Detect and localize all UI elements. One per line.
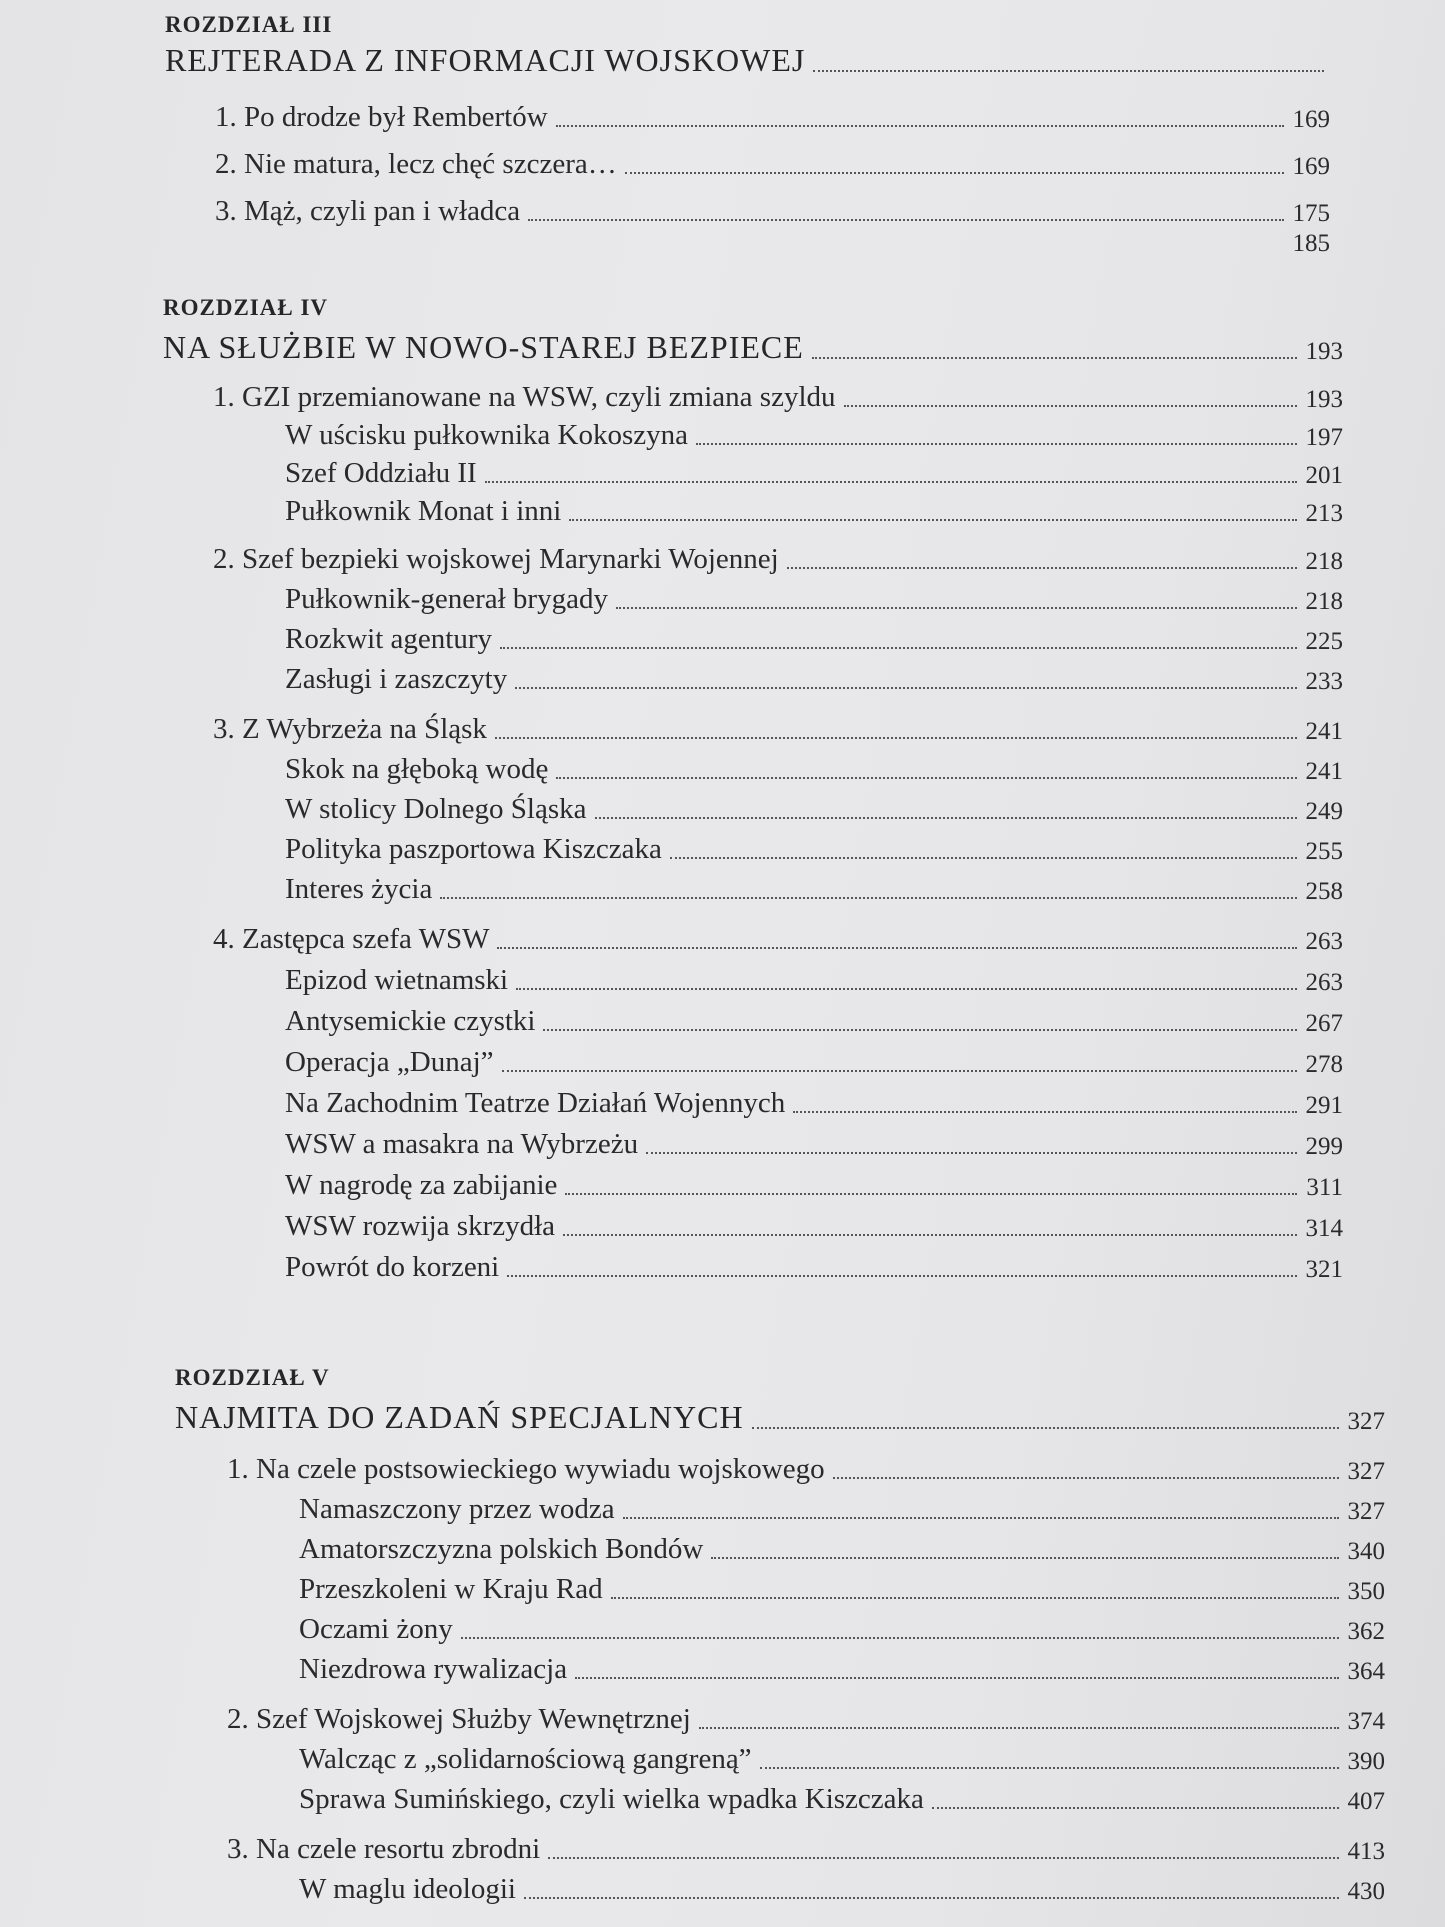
- toc-subsection: [299, 1776, 1385, 1816]
- page-number: 213: [1305, 500, 1343, 527]
- toc-subsection: [285, 866, 1343, 906]
- dot-leader: [711, 1556, 1339, 1559]
- page-number: 314: [1305, 1215, 1343, 1242]
- section-title: 1. Na czele postsowieckiego wywiadu wojskowego: [227, 1453, 825, 1485]
- subsection-title: Interes życia: [285, 873, 433, 905]
- page-number: 407: [1347, 1788, 1385, 1815]
- dot-leader: [611, 1596, 1339, 1599]
- section-title: 2. Nie matura, lecz chęć szczera…: [215, 148, 617, 180]
- dot-leader: [528, 218, 1284, 221]
- toc-subsection: [285, 1038, 1343, 1079]
- section-list: [215, 87, 1330, 258]
- page-number: 340: [1347, 1538, 1385, 1565]
- subsection-title: Na Zachodnim Teatrze Działań Wojennych: [285, 1087, 786, 1119]
- dot-leader: [556, 776, 1297, 779]
- page-number: 193: [1305, 338, 1343, 365]
- dot-leader: [812, 356, 1297, 359]
- section-title: 3. Na czele resortu zbrodni: [227, 1833, 541, 1865]
- toc-section: [227, 1816, 1385, 1866]
- toc-section: [227, 1686, 1385, 1736]
- dot-leader: [625, 171, 1284, 174]
- page-number: 430: [1347, 1878, 1385, 1905]
- toc-subsection: [285, 1120, 1343, 1161]
- toc-subsection: [299, 1646, 1385, 1686]
- chapter-title-row: [163, 329, 1343, 366]
- subsection-title: Polityka paszportowa Kiszczaka: [285, 833, 662, 865]
- dot-leader: [616, 606, 1297, 609]
- page-number: 241: [1305, 718, 1343, 745]
- page-number: 169: [1292, 106, 1330, 133]
- page-number: 321: [1305, 1256, 1343, 1283]
- dot-leader: [485, 480, 1297, 483]
- dot-leader: [556, 124, 1284, 127]
- page-number: 364: [1347, 1658, 1385, 1685]
- subsection-title: Niezdrowa rywalizacja: [299, 1653, 568, 1685]
- toc-subsection: [285, 956, 1343, 997]
- page-number: 233: [1305, 668, 1343, 695]
- subsection-title: Operacja „Dunaj”: [285, 1046, 494, 1078]
- toc-subsection: [285, 746, 1343, 786]
- dot-leader: [515, 686, 1297, 689]
- toc-subsection: [299, 1606, 1385, 1646]
- page-number: 169: [1292, 153, 1330, 180]
- dot-leader: [623, 1516, 1339, 1519]
- subsection-title: Rozkwit agentury: [285, 623, 492, 655]
- subsection-title: W uścisku pułkownika Kokoszyna: [285, 419, 688, 451]
- subsection-title: Amatorszczyzna polskich Bondów: [299, 1533, 704, 1565]
- toc-subsection: [285, 786, 1343, 826]
- page-number: 278: [1305, 1051, 1343, 1078]
- toc-subsection: [285, 576, 1343, 616]
- toc-subsection: [285, 997, 1343, 1038]
- page-number: 258: [1305, 878, 1343, 905]
- toc-section: [213, 906, 1343, 956]
- dot-leader: [461, 1636, 1339, 1639]
- section-title: 3. Mąż, czyli pan i władca: [215, 195, 521, 227]
- dot-leader: [699, 1726, 1339, 1729]
- section-title: 2. Szef bezpieki wojskowej Marynarki Wojennej: [213, 543, 779, 575]
- chapter-label: ROZDZIAŁ V: [175, 1365, 330, 1390]
- page-number: 255: [1305, 838, 1343, 865]
- dot-leader: [548, 1856, 1339, 1859]
- toc-section: [215, 134, 1330, 181]
- page-number: 225: [1305, 628, 1343, 655]
- subsection-title: W nagrodę za zabijanie: [285, 1169, 558, 1201]
- page-number: 327: [1347, 1498, 1385, 1525]
- dot-leader: [500, 646, 1297, 649]
- page-number: 362: [1347, 1618, 1385, 1645]
- chapter-label: ROZDZIAŁ III: [165, 12, 333, 37]
- subsection-title: Szef Oddziału II: [285, 457, 477, 489]
- page-number: 327: [1347, 1408, 1385, 1435]
- subsection-title: W maglu ideologii: [299, 1873, 516, 1905]
- page-number: 413: [1347, 1838, 1385, 1865]
- page-number: 291: [1305, 1092, 1343, 1119]
- toc-subsection: [299, 1736, 1385, 1776]
- chapter-title: NA SŁUŻBIE W NOWO-STAREJ BEZPIECE: [163, 329, 804, 365]
- section-title: 3. Z Wybrzeża na Śląsk: [213, 713, 487, 745]
- chapter-4: [163, 295, 1343, 1284]
- dot-leader: [524, 1896, 1339, 1899]
- dot-leader: [575, 1676, 1339, 1679]
- section-list: [227, 1442, 1385, 1906]
- page-number: 327: [1347, 1458, 1385, 1485]
- page-number: 218: [1305, 548, 1343, 575]
- dot-leader: [495, 736, 1297, 739]
- toc-subsection: [299, 1526, 1385, 1566]
- subsection-title: W stolicy Dolnego Śląska: [285, 793, 587, 825]
- page-number: 197: [1305, 424, 1343, 451]
- page-number: 241: [1305, 758, 1343, 785]
- subsection-title: Pułkownik-generał brygady: [285, 583, 608, 615]
- toc-subsection: [285, 452, 1343, 490]
- subsection-title: WSW a masakra na Wybrzeżu: [285, 1128, 639, 1160]
- page-number: 263: [1305, 969, 1343, 996]
- subsection-title: WSW rozwija skrzydła: [285, 1210, 556, 1242]
- page-number: 185: [1292, 230, 1330, 257]
- toc-subsection: [285, 656, 1343, 696]
- dot-leader: [844, 404, 1298, 407]
- chapter-label: ROZDZIAŁ IV: [163, 295, 329, 320]
- page-number: 311: [1306, 1174, 1343, 1201]
- page-number: 299: [1305, 1133, 1343, 1160]
- page-number: 263: [1305, 928, 1343, 955]
- subsection-title: Przeszkoleni w Kraju Rad: [299, 1573, 603, 1605]
- toc-trailing-page: [215, 228, 1330, 258]
- page-number: 201: [1305, 462, 1343, 489]
- toc-subsection: [299, 1566, 1385, 1606]
- dot-leader: [696, 442, 1297, 445]
- page-number: 390: [1347, 1748, 1385, 1775]
- toc-section: [215, 87, 1330, 134]
- chapter-title: NAJMITA DO ZADAŃ SPECJALNYCH: [175, 1399, 744, 1435]
- toc-subsection: [285, 1202, 1343, 1243]
- subsection-title: Sprawa Sumińskiego, czyli wielka wpadka Kiszczaka: [299, 1783, 924, 1815]
- subsection-title: Oczami żony: [299, 1613, 453, 1645]
- dot-leader: [440, 896, 1297, 899]
- subsection-title: Epizod wietnamski: [285, 964, 509, 996]
- section-list: [213, 372, 1343, 1284]
- toc-subsection: [285, 1079, 1343, 1120]
- dot-leader: [760, 1766, 1339, 1769]
- dot-leader: [646, 1151, 1297, 1154]
- subsection-title: Powrót do korzeni: [285, 1251, 500, 1283]
- dot-leader: [670, 856, 1297, 859]
- toc-subsection: [285, 490, 1343, 528]
- toc-subsection: [285, 1243, 1343, 1284]
- chapter-title: REJTERADA Z INFORMACJI WOJSKOWEJ: [165, 42, 806, 78]
- toc-subsection: [285, 616, 1343, 656]
- dot-leader: [563, 1233, 1297, 1236]
- dot-leader: [793, 1110, 1297, 1113]
- dot-leader: [932, 1806, 1339, 1809]
- subsection-title: Namaszczony przez wodza: [299, 1493, 615, 1525]
- subsection-title: Zasługi i zaszczyty: [285, 663, 508, 695]
- toc-subsection: [285, 826, 1343, 866]
- section-title: 4. Zastępca szefa WSW: [213, 923, 490, 955]
- page-number: 267: [1305, 1010, 1343, 1037]
- toc-section: [215, 181, 1330, 228]
- toc-subsection: [285, 414, 1343, 452]
- dot-leader: [543, 1028, 1297, 1031]
- toc-section: [213, 528, 1343, 576]
- page-number: 193: [1305, 386, 1343, 413]
- dot-leader: [833, 1476, 1339, 1479]
- dot-leader: [507, 1274, 1297, 1277]
- dot-leader: [516, 987, 1297, 990]
- toc-subsection: [285, 1161, 1343, 1202]
- dot-leader: [569, 518, 1297, 521]
- chapter-3: [165, 12, 1330, 258]
- subsection-title: Antysemickie czystki: [285, 1005, 536, 1037]
- toc-section: [213, 372, 1343, 414]
- subsection-title: Pułkownik Monat i inni: [285, 495, 562, 527]
- dot-leader: [497, 946, 1297, 949]
- page-number: 175: [1292, 200, 1330, 227]
- dot-leader: [787, 566, 1297, 569]
- dot-leader: [595, 816, 1297, 819]
- dot-leader: [502, 1069, 1297, 1072]
- dot-leader: [752, 1426, 1339, 1429]
- chapter-title-row: [165, 42, 1330, 79]
- page-number: 374: [1347, 1708, 1385, 1735]
- subsection-title: Skok na głęboką wodę: [285, 753, 549, 785]
- chapter-title-row: [175, 1399, 1385, 1436]
- section-title: 1. Po drodze był Rembertów: [215, 101, 548, 133]
- toc-section: [213, 696, 1343, 746]
- dot-leader: [565, 1192, 1297, 1195]
- chapter-5: [175, 1365, 1385, 1906]
- toc-section: [227, 1442, 1385, 1486]
- page-number: 249: [1305, 798, 1343, 825]
- toc-subsection: [299, 1866, 1385, 1906]
- subsection-title: Walcząc z „solidarnościową gangreną”: [299, 1743, 752, 1775]
- dot-leader: [813, 69, 1324, 72]
- section-title: 2. Szef Wojskowej Służby Wewnętrznej: [227, 1703, 691, 1735]
- toc-subsection: [299, 1486, 1385, 1526]
- section-title: 1. GZI przemianowane na WSW, czyli zmiana szyldu: [213, 381, 836, 413]
- page-number: 218: [1305, 588, 1343, 615]
- page-number: 350: [1347, 1578, 1385, 1605]
